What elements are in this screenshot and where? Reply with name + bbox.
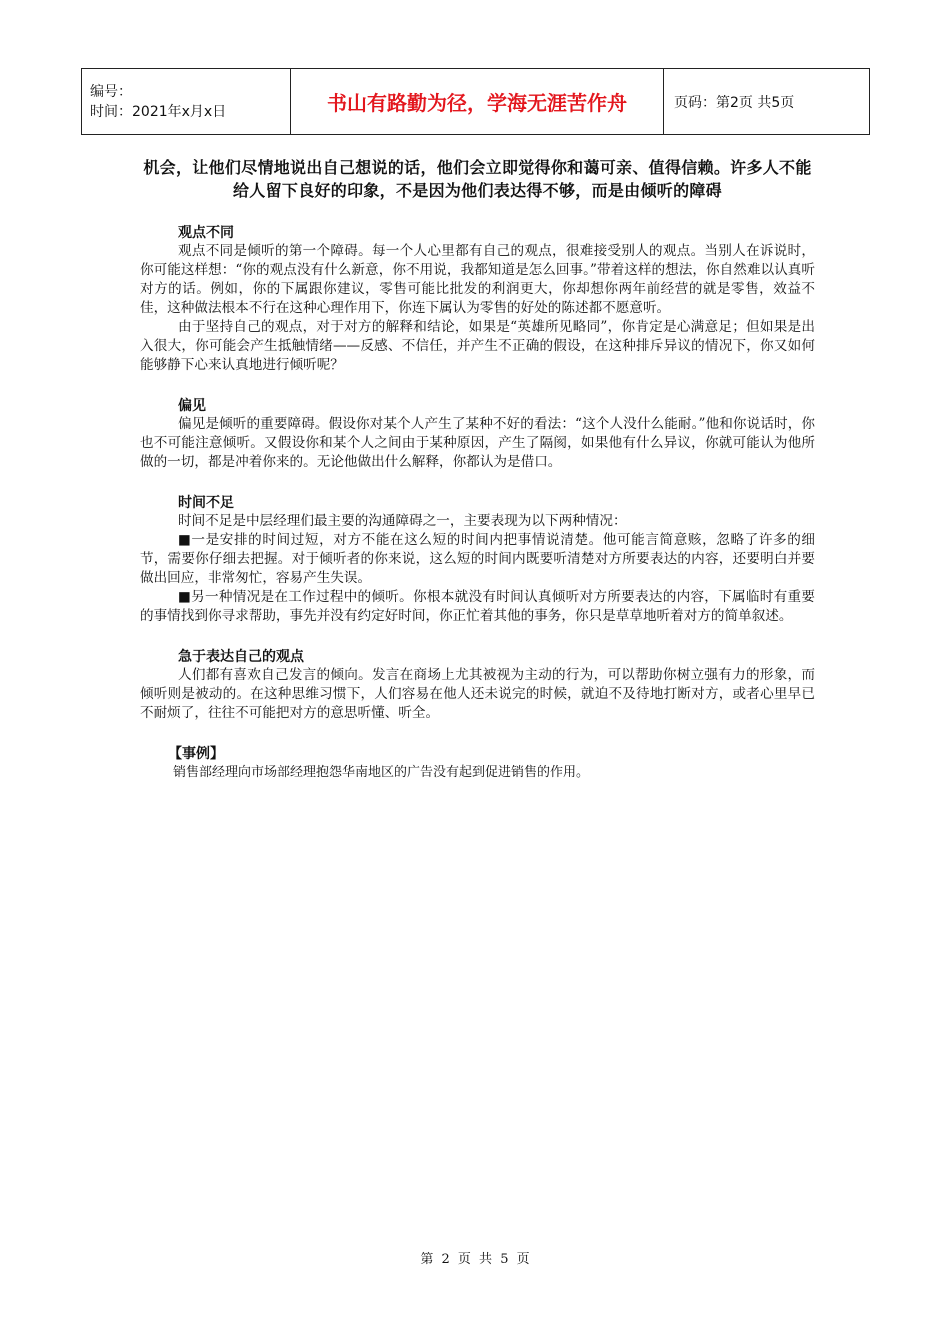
document-date-label: 时间：2021年x月x日 — [90, 103, 227, 120]
bullet-paragraph: ■另一种情况是在工作过程中的倾听。你根本就没有时间认真倾听对方所要表达的内容，下属临时有重要的事情找到你寻求帮助，事先并没有约定好时间，你正忙着其他的事务，你只是草草地听着对方的简单叙述。 — [140, 589, 815, 624]
case-title: 【事例】 — [168, 746, 224, 762]
bullet-paragraph: ■一是安排的时间过短，对方不能在这么短的时间内把事情说清楚。他可能言简意赅，忽略了许多的细节，需要你仔细去把握。对于倾听者的你来说，这么短的时间内既要听清楚对方所要表达的内容，还要明白并要做出回应，非常匆忙，容易产生失误。 — [140, 532, 815, 586]
header-page-info: 页码：第2页 共5页 — [664, 69, 870, 135]
section-time-shortage — [140, 494, 815, 626]
section-title: 时间不足 — [178, 495, 234, 511]
document-number-label: 编号： — [90, 83, 132, 100]
body-paragraph: 由于坚持自己的观点，对于对方的解释和结论，如果是“英雄所见略同”，你肯定是心满意足；但如果是出入很大，你可能会产生抵触情绪——反感、不信任，并产生不正确的假设，在这种排斥异议的情况下，你又如何能够静下心来认真地进行倾听呢？ — [140, 319, 815, 373]
header-meta-cell — [82, 69, 291, 135]
section-title: 观点不同 — [178, 225, 234, 241]
document-header — [81, 68, 870, 135]
body-paragraph: 人们都有喜欢自己发言的倾向。发言在商场上尤其被视为主动的行为，可以帮助你树立强有力的形象，而倾听则是被动的。在这种思维习惯下，人们容易在他人还未说完的时候，就迫不及待地打断对方，或者心里早已不耐烦了，往往不可能把对方的意思听懂、听全。 — [140, 667, 815, 721]
body-paragraph: 观点不同是倾听的第一个障碍。每一个人心里都有自己的观点，很难接受别人的观点。当别人在诉说时，你可能这样想：“你的观点没有什么新意，你不用说，我都知道是怎么回事。”带着这样的想法，你自然难以认真听对方的话。例如，你的下属跟你建议，零售可能比批发的利润更大，你却想你两年前经营的就是零售，效益不佳，这种做法根本不行在这种心理作用下，你连下属认为零售的好处的陈述都不愿意听。 — [140, 243, 815, 316]
body-paragraph: 时间不足是中层经理们最主要的沟通障碍之一，主要表现为以下两种情况： — [178, 513, 627, 529]
case-paragraph: 销售部经理向市场部经理抱怨华南地区的广告没有起到促进销售的作用。 — [173, 765, 590, 780]
document-body — [140, 156, 815, 804]
section-prejudice — [140, 397, 815, 472]
page-footer: 第 2 页 共 5 页 — [420, 1252, 530, 1267]
section-title: 偏见 — [178, 398, 206, 414]
section-viewpoint — [140, 224, 815, 375]
section-title: 急于表达自己的观点 — [178, 649, 304, 665]
header-motto: 书山有路勤为径，学海无涯苦作舟 — [291, 69, 664, 135]
section-case — [140, 745, 815, 782]
body-paragraph: 偏见是倾听的重要障碍。假设你对某个人产生了某种不好的看法：“这个人没什么能耐。”他和你说话时，你也不可能注意倾听。又假设你和某个人之间由于某种原因，产生了隔阂，如果他有什么异议，你就可能认为他所做的一切，都是冲着你来的。无论他做出什么解释，你都认为是借口。 — [140, 416, 815, 470]
section-eager-to-express — [140, 648, 815, 723]
lead-paragraph: 机会，让他们尽情地说出自己想说的话，他们会立即觉得你和蔼可亲、值得信赖。许多人不能给人留下良好的印象，不是因为他们表达得不够，而是由倾听的障碍 — [143, 158, 812, 200]
